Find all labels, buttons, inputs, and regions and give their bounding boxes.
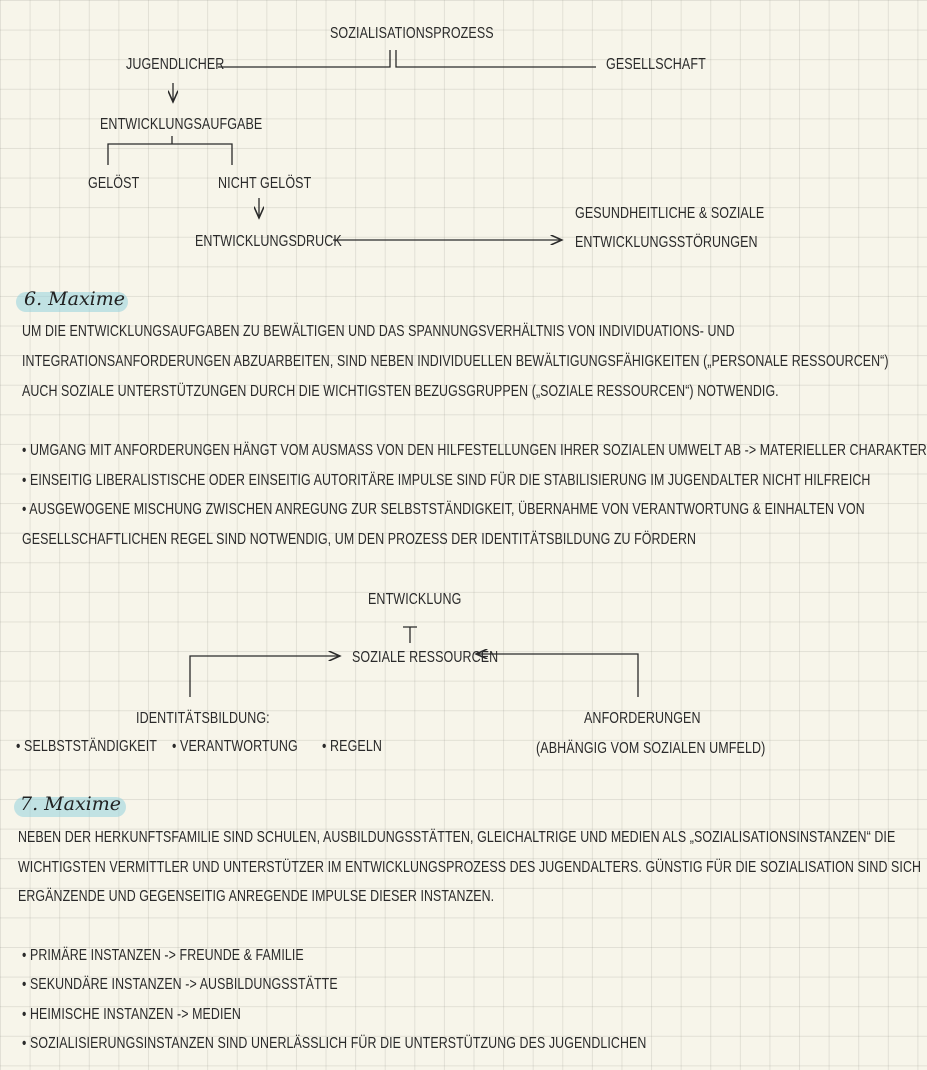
- line-left-jugendlicher: [218, 50, 390, 67]
- line-right-gesellschaft: [396, 50, 596, 67]
- label-entwicklung: ENTWICKLUNG: [368, 590, 462, 608]
- bracket-aufgabe: [108, 136, 232, 165]
- bullet-item: • SOZIALISIERUNGSINSTANZEN SIND UNERLÄSSLICH FÜR DIE UNTERSTÜTZUNG DES JUGENDLICHEN: [22, 1034, 647, 1052]
- label-sozialisationsprozess: SOZIALISATIONSPROZESS: [330, 24, 494, 42]
- t-connector-entwicklung: [403, 627, 417, 643]
- paragraph-line: UM DIE ENTWICKLUNGSAUFGABEN ZU BEWÄLTIGEN UND DAS SPANNUNGSVERHÄLTNIS VON INDIVIDUATIONS- UND: [22, 322, 735, 340]
- identity-item-selbststaendigkeit: • SELBSTSTÄNDIGKEIT: [16, 737, 158, 755]
- heading-maxime-6: 6. Maxime: [24, 288, 126, 310]
- paragraph-line: AUCH SOZIALE UNTERSTÜTZUNGEN DURCH DIE WICHTIGSTEN BEZUGSGRUPPEN („SOZIALE RESSOURCEN“) NOTWENDIG.: [22, 382, 779, 400]
- label-entwicklungsdruck: ENTWICKLUNGSDRUCK: [195, 232, 342, 250]
- label-nicht-geloest: NICHT GELÖST: [218, 174, 312, 192]
- label-anforderungen-note: (ABHÄNGIG VOM SOZIALEN UMFELD): [536, 739, 766, 757]
- identity-item-regeln: • REGELN: [322, 737, 383, 755]
- label-anforderungen: ANFORDERUNGEN: [584, 709, 701, 727]
- bullet-item: • AUSGEWOGENE MISCHUNG ZWISCHEN ANREGUNG ZUR SELBSTSTÄNDIGKEIT, ÜBERNAHME VON VERANTWORTUNG & EINHALTEN VON: [22, 500, 865, 518]
- label-geloest: GELÖST: [88, 174, 140, 192]
- label-jugendlicher: JUGENDLICHER: [126, 55, 225, 73]
- label-entwicklungsaufgabe: ENTWICKLUNGSAUFGABE: [100, 115, 263, 133]
- paragraph-line: WICHTIGSTEN VERMITTLER UND UNTERSTÜTZER IM ENTWICKLUNGSPROZESS DES JUGENDALTERS. GÜNSTIG FÜR DIE SOZIALISATION SIND SICH: [18, 858, 922, 876]
- arrow-identity: [190, 656, 340, 697]
- arrow-demands: [476, 654, 638, 697]
- label-identitaetsbildung: IDENTITÄTSBILDUNG:: [136, 709, 270, 727]
- label-stoerungen-2: ENTWICKLUNGSSTÖRUNGEN: [575, 233, 758, 251]
- identity-item-verantwortung: • VERANTWORTUNG: [172, 737, 298, 755]
- label-soziale-ressourcen: SOZIALE RESSOURCEN: [352, 648, 499, 666]
- bullet-item: • UMGANG MIT ANFORDERUNGEN HÄNGT VOM AUSMASS VON DEN HILFESTELLUNGEN IHRER SOZIALEN UMWELT AB -> MATERIELLER CHARAKTER: [22, 441, 927, 459]
- paragraph-line: INTEGRATIONSANFORDERUNGEN ABZUARBEITEN, SIND NEBEN INDIVIDUELLEN BEWÄLTIGUNGSFÄHIGKEITEN („PERSONALE RESSOURCEN“): [22, 352, 889, 370]
- heading-maxime-7: 7. Maxime: [20, 793, 122, 815]
- paragraph-line: ERGÄNZENDE UND GEGENSEITIG ANREGENDE IMPULSE DIESER INSTANZEN.: [18, 887, 495, 905]
- bullet-item: • EINSEITIG LIBERALISTISCHE ODER EINSEITIG AUTORITÄRE IMPULSE SIND FÜR DIE STABILISIERUNG IM JUGENDALTER NICHT HILFREICH: [22, 471, 871, 489]
- bullet-item-continuation: GESELLSCHAFTLICHEN REGEL SIND NOTWENDIG, UM DEN PROZESS DER IDENTITÄTSBILDUNG ZU FÖRDERN: [22, 530, 697, 548]
- paragraph-line: NEBEN DER HERKUNFTSFAMILIE SIND SCHULEN, AUSBILDUNGSSTÄTTEN, GLEICHALTRIGE UND MEDIEN ALS „SOZIALISATIONSINSTANZEN“ DIE: [18, 828, 896, 846]
- bullet-item: • SEKUNDÄRE INSTANZEN -> AUSBILDUNGSSTÄTTE: [22, 975, 338, 993]
- bullet-item: • HEIMISCHE INSTANZEN -> MEDIEN: [22, 1005, 241, 1023]
- label-stoerungen-1: GESUNDHEITLICHE & SOZIALE: [575, 204, 765, 222]
- label-gesellschaft: GESELLSCHAFT: [606, 55, 706, 73]
- bullet-item: • PRIMÄRE INSTANZEN -> FREUNDE & FAMILIE: [22, 946, 304, 964]
